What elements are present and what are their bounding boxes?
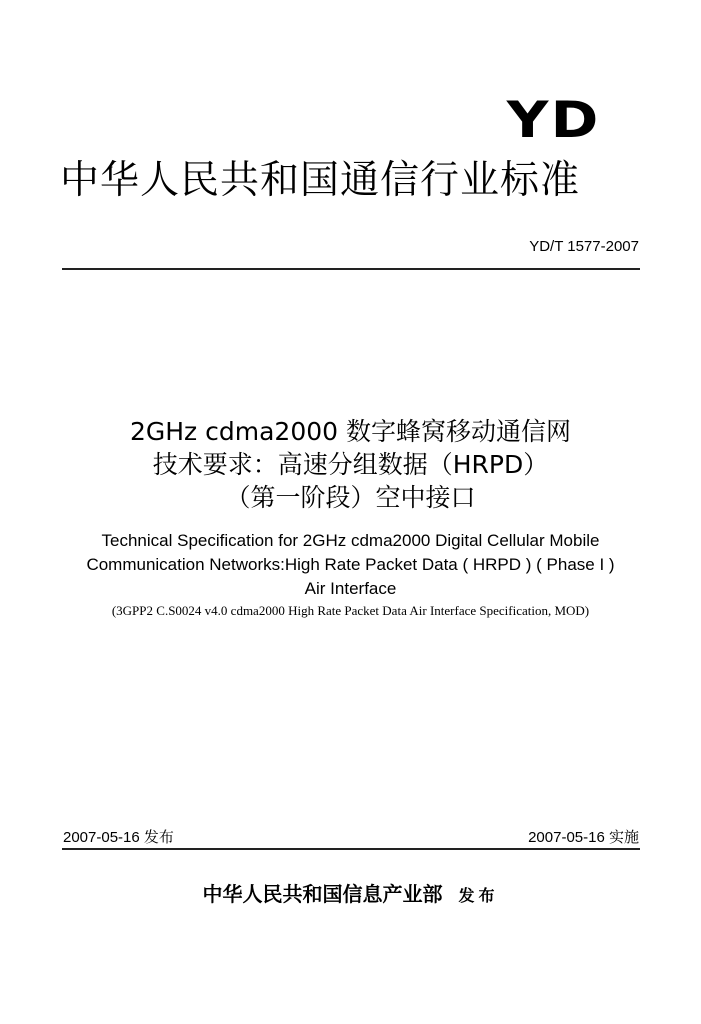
top-divider [62, 268, 640, 270]
chinese-title-line-1: 2GHz cdma2000 数字蜂窝移动通信网 [129, 417, 571, 446]
chinese-title-line-3: （第一阶段）空中接口 [225, 483, 476, 512]
issue-date: 2007-05-16 发布 [63, 829, 174, 846]
english-title-line-3: Air Interface [304, 579, 397, 598]
publisher-line [0, 878, 701, 907]
source-specification-note: (3GPP2 C.S0024 v4.0 cdma2000 High Rate Packet Data Air Interface Specification, MOD) [111, 603, 590, 618]
english-title [0, 529, 701, 601]
chinese-title [0, 415, 701, 514]
yd-logo: YD [507, 91, 601, 149]
publisher-name: 中华人民共和国信息产业部 [202, 882, 443, 906]
publisher-action: 发布 [458, 886, 499, 905]
chinese-title-line-2: 技术要求：高速分组数据（HRPD） [152, 450, 549, 479]
agency-title: 中华人民共和国通信行业标准 [60, 158, 581, 203]
english-title-line-2: Communication Networks:High Rate Packet Data ( HRPD ) ( Phase I ) [86, 555, 615, 574]
english-title-line-1: Technical Specification for 2GHz cdma2000 Digital Cellular Mobile [101, 531, 600, 550]
standard-number: YD/T 1577-2007 [529, 238, 639, 255]
implementation-date: 2007-05-16 实施 [528, 829, 639, 846]
bottom-divider [62, 848, 640, 850]
